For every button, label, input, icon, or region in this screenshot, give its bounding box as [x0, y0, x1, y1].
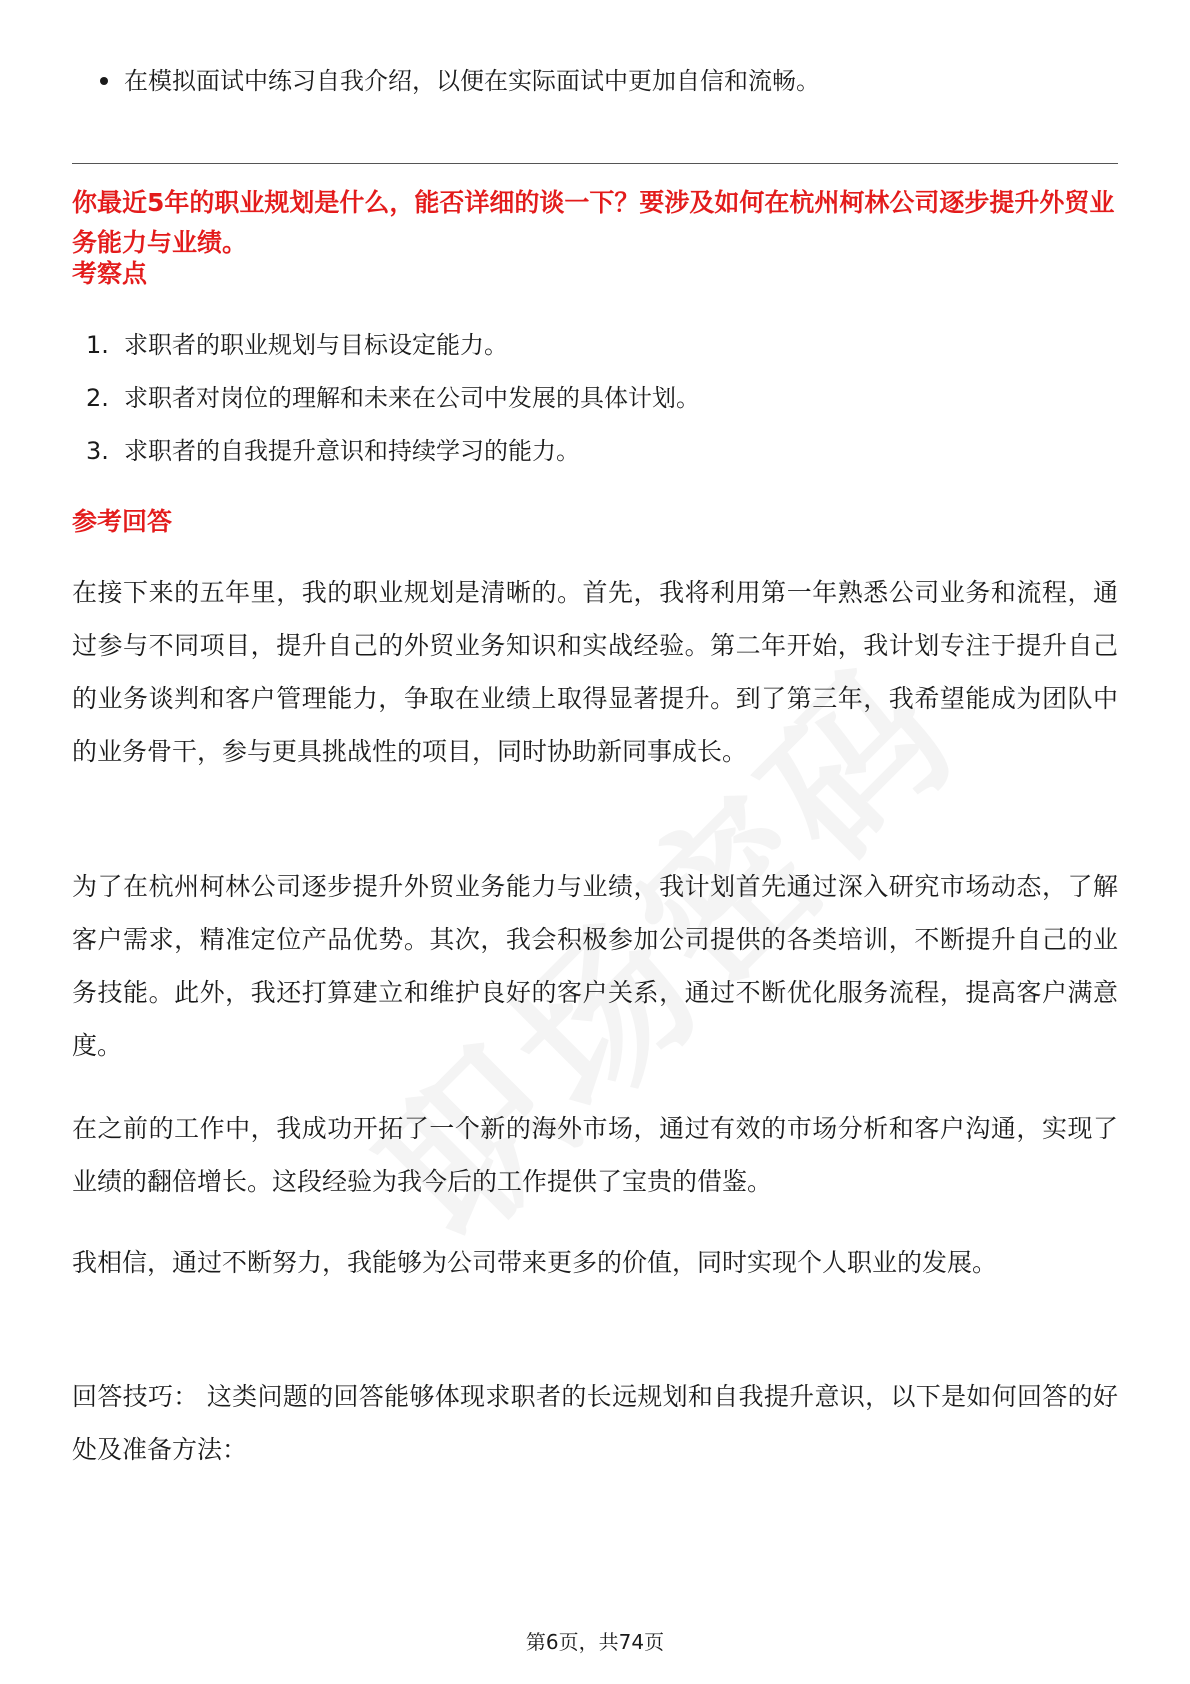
focus-item-number: 3. [86, 437, 109, 465]
bullet-icon [100, 77, 108, 85]
focus-item-text: 求职者的职业规划与目标设定能力。 [124, 331, 508, 359]
focus-item-3 [86, 433, 580, 469]
focus-item-text: 求职者对岗位的理解和未来在公司中发展的具体计划。 [124, 384, 700, 412]
bullet-text: 在模拟面试中练习自我介绍，以便在实际面试中更加自信和流畅。 [124, 67, 820, 95]
answer-paragraph-4: 我相信，通过不断努力，我能够为公司带来更多的价值，同时实现个人职业的发展。 [72, 1248, 998, 1277]
focus-heading: 考察点 [72, 259, 148, 288]
focus-item-text: 求职者的自我提升意识和持续学习的能力。 [124, 437, 580, 465]
focus-item-2 [86, 380, 700, 416]
page-number: 第6页，共74页 [525, 1630, 665, 1654]
focus-item-number: 1. [86, 331, 109, 359]
focus-item-1 [86, 327, 508, 363]
section-divider [72, 163, 1118, 164]
answer-tips: 回答技巧： 这类问题的回答能够体现求职者的长远规划和自我提升意识，以下是如何回答的好处及准备方法： [72, 1382, 1118, 1464]
answer-heading: 参考回答 [72, 507, 173, 536]
answer-paragraph-2: 为了在杭州柯林公司逐步提升外贸业务能力与业绩，我计划首先通过深入研究市场动态，了解客户需求，精准定位产品优势。其次，我会积极参加公司提供的各类培训，不断提升自己的业务技能。此外，我还打算建立和维护良好的客户关系，通过不断优化服务流程，提高客户满意度。 [72, 872, 1118, 1060]
answer-paragraph-1: 在接下来的五年里，我的职业规划是清晰的。首先，我将利用第一年熟悉公司业务和流程，通过参与不同项目，提升自己的外贸业务知识和实战经验。第二年开始，我计划专注于提升自己的业务谈判和客户管理能力，争取在业绩上取得显著提升。到了第三年，我希望能成为团队中的业务骨干，参与更具挑战性的项目，同时协助新同事成长。 [72, 578, 1118, 766]
question-heading: 你最近5年的职业规划是什么，能否详细的谈一下？要涉及如何在杭州柯林公司逐步提升外贸业务能力与业绩。 [72, 188, 1115, 257]
answer-paragraph-3: 在之前的工作中，我成功开拓了一个新的海外市场，通过有效的市场分析和客户沟通，实现了业绩的翻倍增长。这段经验为我今后的工作提供了宝贵的借鉴。 [72, 1114, 1118, 1196]
document-page [72, 0, 1118, 1684]
focus-item-number: 2. [86, 384, 109, 412]
